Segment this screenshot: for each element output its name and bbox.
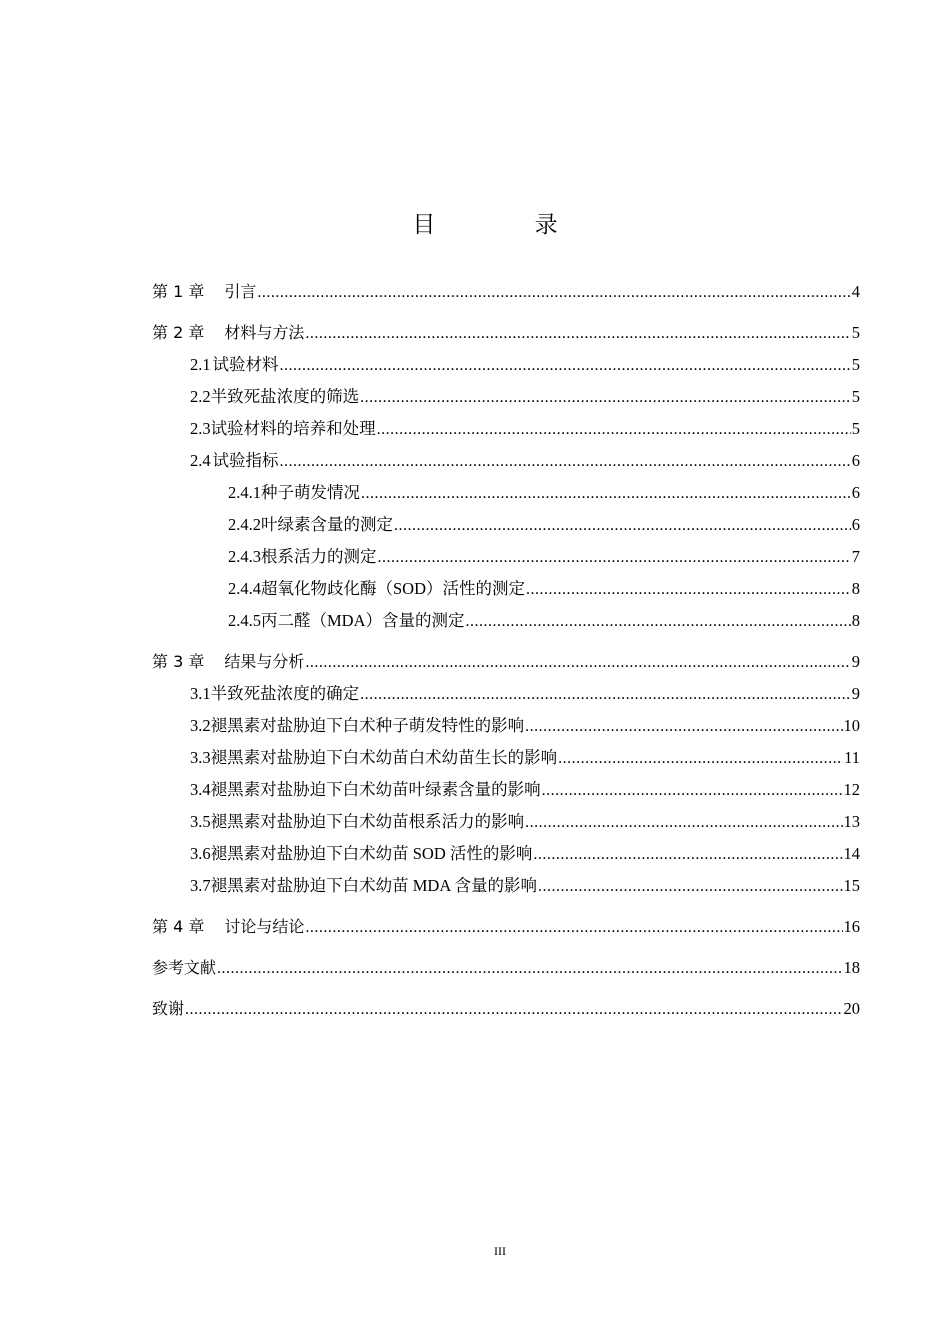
toc-list (152, 276, 860, 1025)
toc-entry-number: 3.3 (190, 748, 211, 767)
dot-leader (257, 276, 850, 309)
toc-entry-number: 2.3 (190, 419, 211, 438)
toc-entry-title: 丙二醛（MDA）含量的测定 (261, 611, 465, 630)
toc-entry-3-7[interactable] (152, 870, 860, 902)
toc-entry-number: 2.4.2 (228, 515, 261, 534)
toc-entry-number: 3.4 (190, 780, 211, 799)
toc-entry-title: 讨论与结论 (224, 917, 305, 936)
toc-title: 目 录 (412, 212, 604, 238)
toc-entry-page: 14 (843, 844, 860, 863)
toc-entry-page: 12 (843, 780, 860, 799)
toc-entry-2-4-3[interactable] (152, 541, 860, 573)
dot-leader (525, 710, 842, 743)
toc-entry-chapter-2[interactable] (152, 317, 860, 349)
toc-entry-page: 6 (851, 483, 860, 502)
toc-entry-acknowledgements[interactable] (152, 993, 860, 1025)
toc-entry-number: 2.1 (190, 355, 211, 374)
toc-entry-2-4-2[interactable] (152, 509, 860, 541)
toc-entry-title: 试验材料 (212, 355, 279, 374)
toc-entry-chapter-3[interactable] (152, 646, 860, 678)
toc-entry-page: 18 (843, 958, 860, 977)
toc-entry-number: 第 4 章 (152, 917, 205, 936)
toc-entry-number: 3.5 (190, 812, 211, 831)
toc-entry-number: 2.4.3 (228, 547, 261, 566)
toc-entry-number: 2.4.1 (228, 483, 261, 502)
toc-entry-page: 9 (851, 652, 860, 671)
toc-entry-2-1[interactable] (152, 349, 860, 381)
toc-entry-3-3[interactable] (152, 742, 860, 774)
dot-leader (526, 573, 851, 606)
toc-entry-title: 引言 (224, 282, 257, 301)
dot-leader (558, 742, 843, 775)
dot-leader (305, 646, 850, 679)
dot-leader (538, 870, 843, 903)
dot-leader (377, 413, 851, 446)
toc-entry-page: 6 (851, 515, 860, 534)
page-number: III (494, 1244, 506, 1258)
toc-entry-title: 褪黑素对盐胁迫下白术幼苗白术幼苗生长的影响 (210, 748, 558, 767)
toc-entry-title: 试验指标 (212, 451, 279, 470)
toc-entry-title: 褪黑素对盐胁迫下白术幼苗 SOD 活性的影响 (210, 844, 533, 863)
toc-entry-references[interactable] (152, 952, 860, 984)
toc-entry-title: 结果与分析 (224, 652, 305, 671)
dot-leader (360, 678, 851, 711)
dot-leader (533, 838, 842, 871)
dot-leader (360, 381, 851, 414)
toc-entry-title: 半致死盐浓度的筛选 (210, 387, 360, 406)
toc-entry-3-5[interactable] (152, 806, 860, 838)
toc-entry-title: 材料与方法 (224, 323, 305, 342)
toc-entry-2-4-1[interactable] (152, 477, 860, 509)
toc-entry-2-4-4[interactable] (152, 573, 860, 605)
toc-entry-number: 第 1 章 (152, 282, 205, 301)
toc-entry-number: 第 3 章 (152, 652, 205, 671)
toc-entry-page: 5 (851, 323, 860, 342)
toc-entry-page: 16 (843, 917, 860, 936)
toc-entry-3-6[interactable] (152, 838, 860, 870)
toc-entry-3-4[interactable] (152, 774, 860, 806)
toc-entry-page: 13 (843, 812, 860, 831)
dot-leader (280, 445, 851, 478)
toc-entry-title: 褪黑素对盐胁迫下白术幼苗叶绿素含量的影响 (210, 780, 541, 799)
toc-entry-page: 4 (851, 282, 860, 301)
toc-entry-page: 6 (851, 451, 860, 470)
dot-leader (466, 605, 851, 638)
dot-leader (280, 349, 851, 382)
toc-entry-page: 8 (851, 579, 860, 598)
toc-entry-3-1[interactable] (152, 678, 860, 710)
toc-entry-2-4-5[interactable] (152, 605, 860, 637)
toc-entry-page: 8 (851, 611, 860, 630)
toc-entry-page: 15 (843, 876, 860, 895)
toc-entry-page: 5 (851, 387, 860, 406)
dot-leader (305, 911, 842, 944)
toc-entry-title: 种子萌发情况 (261, 483, 360, 502)
toc-entry-number: 3.7 (190, 876, 211, 895)
toc-entry-number: 3.1 (190, 684, 211, 703)
toc-entry-page: 5 (851, 355, 860, 374)
toc-entry-number: 2.4 (190, 451, 211, 470)
toc-entry-title: 褪黑素对盐胁迫下白术幼苗 MDA 含量的影响 (210, 876, 537, 895)
toc-entry-2-2[interactable] (152, 381, 860, 413)
toc-entry-number: 3.6 (190, 844, 211, 863)
toc-entry-page: 5 (851, 419, 860, 438)
toc-entry-chapter-4[interactable] (152, 911, 860, 943)
toc-entry-number: 3.2 (190, 716, 211, 735)
toc-entry-title: 根系活力的测定 (261, 547, 377, 566)
toc-entry-2-3[interactable] (152, 413, 860, 445)
toc-entry-number: 第 2 章 (152, 323, 205, 342)
toc-entry-number: 2.2 (190, 387, 211, 406)
dot-leader (217, 952, 842, 985)
toc-entry-title: 参考文献 (152, 958, 217, 977)
toc-entry-title: 超氧化物歧化酶（SOD）活性的测定 (261, 579, 526, 598)
toc-entry-page: 9 (851, 684, 860, 703)
toc-entry-page: 7 (851, 547, 860, 566)
toc-entry-page: 11 (844, 748, 860, 767)
dot-leader (305, 317, 850, 350)
toc-entry-chapter-1[interactable] (152, 276, 860, 308)
toc-entry-2-4[interactable] (152, 445, 860, 477)
toc-entry-3-2[interactable] (152, 710, 860, 742)
dot-leader (525, 806, 842, 839)
dot-leader (361, 477, 851, 510)
dot-leader (185, 993, 842, 1026)
dot-leader (542, 774, 843, 807)
toc-entry-number: 2.4.5 (228, 611, 261, 630)
toc-entry-title: 叶绿素含量的测定 (261, 515, 393, 534)
dot-leader (394, 509, 851, 542)
toc-entry-number: 2.4.4 (228, 579, 261, 598)
toc-entry-page: 10 (843, 716, 860, 735)
toc-entry-title: 致谢 (152, 999, 185, 1018)
toc-entry-title: 试验材料的培养和处理 (210, 419, 376, 438)
toc-entry-title: 褪黑素对盐胁迫下白术种子萌发特性的影响 (210, 716, 525, 735)
dot-leader (378, 541, 851, 574)
toc-entry-page: 20 (843, 999, 860, 1018)
toc-entry-title: 半致死盐浓度的确定 (210, 684, 360, 703)
toc-entry-title: 褪黑素对盐胁迫下白术幼苗根系活力的影响 (210, 812, 525, 831)
